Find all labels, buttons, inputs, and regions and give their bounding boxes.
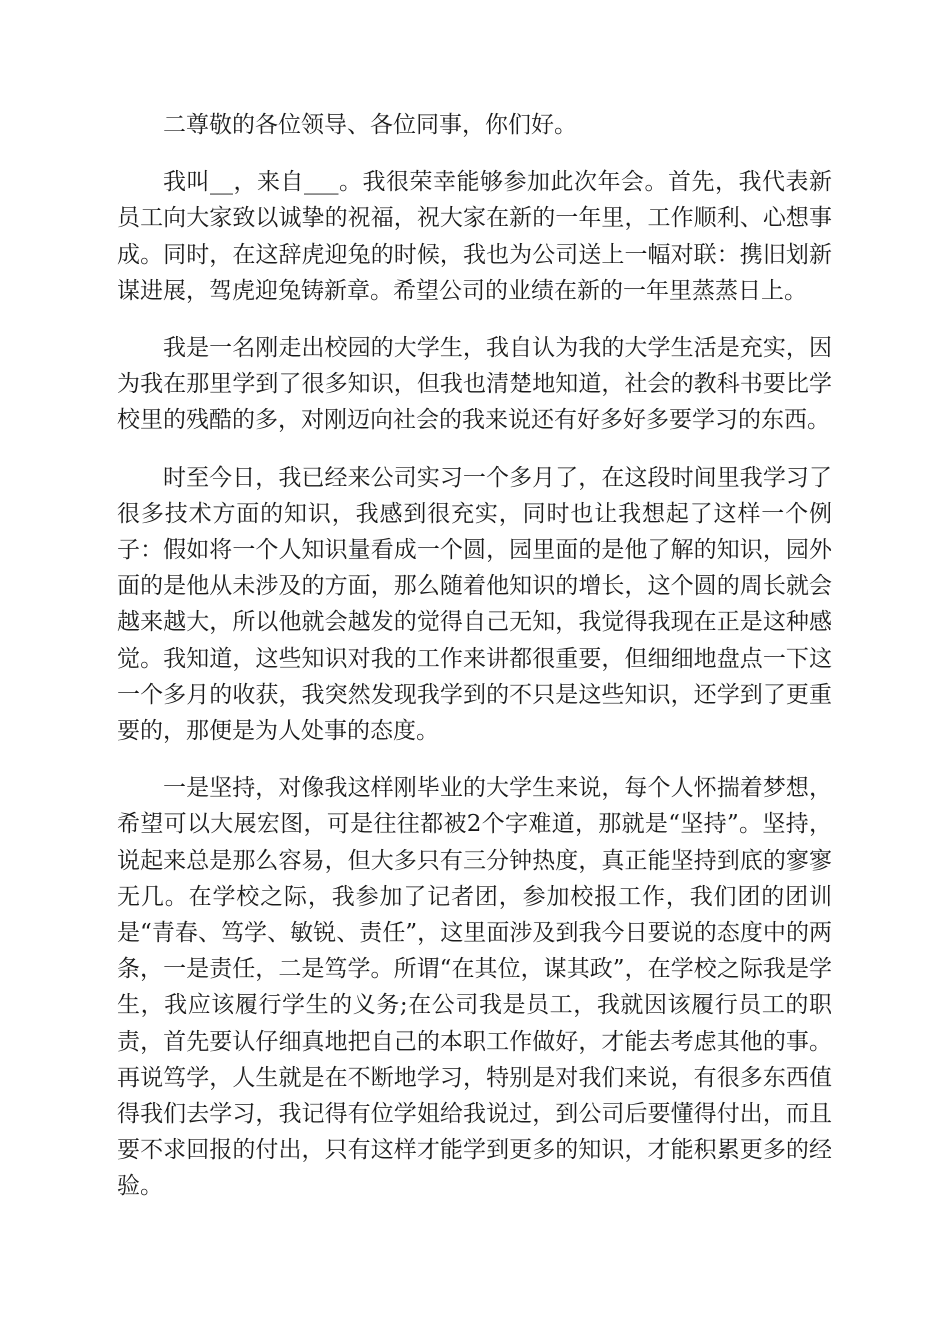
background-paragraph: 我是一名刚走出校园的大学生，我自认为我的大学生活是充实，因为我在那里学到了很多知识，但我也清楚地知道，社会的教科书要比学校里的残酷的多，对刚迈向社会的我来说还有好多好多要学习的东西。	[117, 335, 832, 434]
internship-paragraph: 时至今日，我已经来公司实习一个多月了，在这段时间里我学习了很多技术方面的知识，我感到很充实，同时也让我想起了这样一个例子：假如将一个人知识量看成一个圆，园里面的是他了解的知识，园外面的是他从未涉及的方面，那么随着他知识的增长，这个圆的周长就会越来越大，所以他就会越发的觉得自己无知，我觉得我现在正是这种感觉。我知道，这些知识对我的工作来讲都很重要，但细细地盘点一下这一个多月的收获，我突然发现我学到的不只是这些知识，还学到了更重要的，那便是为人处事的态度。	[117, 464, 832, 745]
introduction-paragraph: 我叫__，来自___。我很荣幸能够参加此次年会。首先，我代表新员工向大家致以诚挚的祝福，祝大家在新的一年里，工作顺利、心想事成。同时，在这辞虎迎兔的时候，我也为公司送上一幅对联：携旧划新谋进展，驾虎迎兔铸新章。希望公司的业绩在新的一年里蒸蒸日上。	[117, 169, 832, 304]
greeting-paragraph: 二尊敬的各位领导、各位同事，你们好。	[163, 112, 577, 138]
persistence-paragraph: 一是坚持，对像我这样刚毕业的大学生来说，每个人怀揣着梦想，希望可以大展宏图，可是往往都被2个字难道，那就是“坚持”。坚持，说起来总是那么容易，但大多只有三分钟热度，真正能坚持到底的寥寥无几。在学校之际，我参加了记者团，参加校报工作，我们团的团训是“青春、笃学、敏锐、责任”，这里面涉及到我今日要说的态度中的两条，一是责任，二是笃学。所谓“在其位，谋其政”，在学校之际我是学生，我应该履行学生的义务;在公司我是员工，我就因该履行员工的职责，首先要认仔细真地把自己的本职工作做好，才能去考虑其他的事。再说笃学，人生就是在不断地学习，特别是对我们来说，有很多东西值得我们去学习，我记得有位学姐给我说过，到公司后要懂得付出，而且要不求回报的付出，只有这样才能学到更多的知识，才能积累更多的经验。	[117, 775, 832, 1200]
document-body	[117, 107, 832, 1205]
